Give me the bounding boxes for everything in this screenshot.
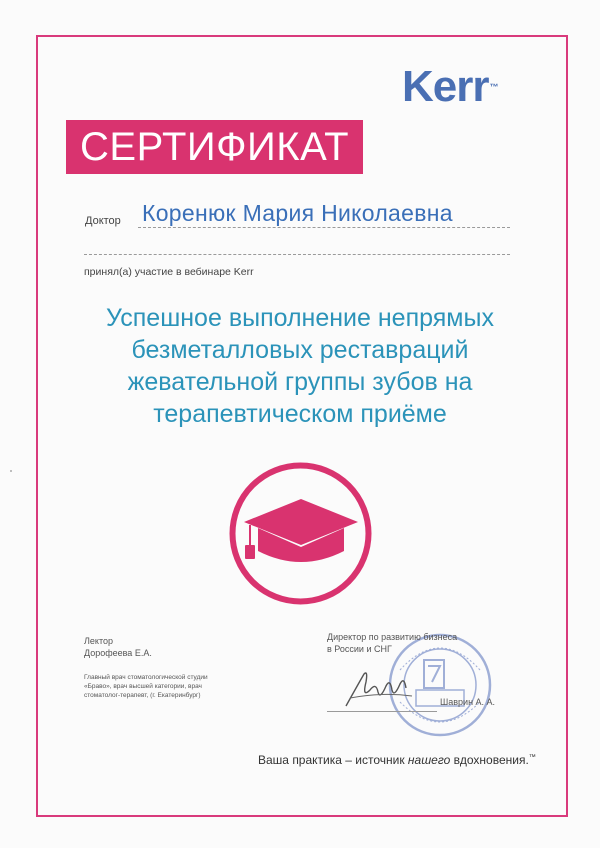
lector-description <box>84 673 254 700</box>
doctor-label: Доктор <box>85 215 121 227</box>
course-title-line-3: жевательной группы зубов на <box>127 368 473 396</box>
course-title <box>60 302 540 430</box>
tagline <box>258 753 536 767</box>
kerr-logo <box>402 62 532 111</box>
blank-line <box>84 254 510 255</box>
tagline-emphasis: нашего <box>407 753 451 767</box>
certificate-title-banner: СЕРТИФИКАТ <box>66 120 363 174</box>
scan-speck <box>10 470 12 472</box>
course-title-line-1: Успешное выполнение непрямых <box>106 304 494 332</box>
lector-title: Лектор <box>84 636 113 646</box>
lector-description-line-2: «Браво», врач высшей категории, врач <box>84 683 202 690</box>
director-title-line-2: в России и СНГ <box>327 644 392 654</box>
tagline-before: Ваша практика – источник <box>258 753 408 767</box>
logo-text: Kerr <box>402 62 489 111</box>
course-title-line-2: безметалловых реставраций <box>131 336 469 364</box>
graduation-cap-icon <box>228 461 373 606</box>
lector-name: Дорофеева Е.А. <box>84 648 152 658</box>
handwritten-signature <box>342 668 432 708</box>
director-title <box>327 631 497 655</box>
lector-description-line-1: Главный врач стоматологической студии <box>84 674 208 681</box>
name-underline <box>138 227 510 228</box>
tagline-after: вдохновения. <box>450 753 529 767</box>
lector-description-line-3: стоматолог-терапевт, (г. Екатеринбург) <box>84 692 201 699</box>
logo-trademark: ™ <box>489 82 499 92</box>
director-name: Шаврин А. А. <box>440 697 496 707</box>
signature-line <box>327 711 437 712</box>
director-title-line-1: Директор по развитию бизнеса <box>327 632 458 642</box>
participation-text: принял(а) участие в вебинаре Kerr <box>84 266 254 278</box>
tagline-trademark: ™ <box>528 754 536 761</box>
course-title-line-4: терапевтическом приёме <box>153 400 447 428</box>
recipient-name: Коренюк Мария Николаевна <box>142 200 453 226</box>
